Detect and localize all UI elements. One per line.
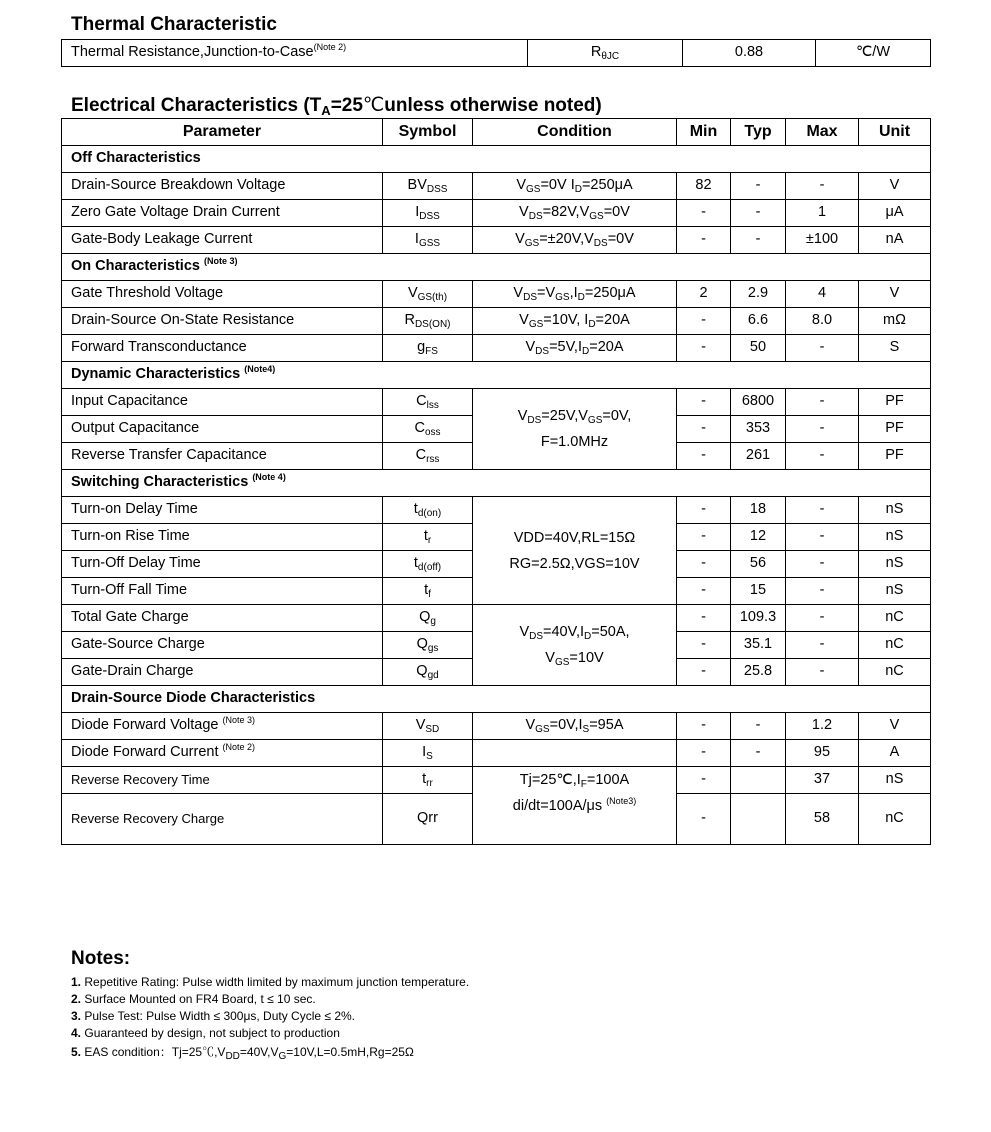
table-row bbox=[62, 740, 931, 767]
max-cell: - bbox=[786, 578, 859, 605]
max-cell: 8.0 bbox=[786, 308, 859, 335]
typ-cell: 25.8 bbox=[731, 659, 786, 686]
thermal-value: 0.88 bbox=[683, 40, 816, 67]
typ-cell: 56 bbox=[731, 551, 786, 578]
min-cell: - bbox=[677, 659, 731, 686]
max-cell: - bbox=[786, 524, 859, 551]
condition-cell: $V_{DS}=V_{GS},I_D=250\mu A$ bbox=[473, 281, 677, 308]
table-row bbox=[62, 227, 931, 254]
symbol-cell: $I_{DSS}$ bbox=[383, 200, 473, 227]
symbol-cell: $C_{rss}$ bbox=[383, 443, 473, 470]
table-row bbox=[62, 40, 931, 67]
table-row bbox=[62, 389, 931, 416]
unit-cell: μA bbox=[859, 200, 931, 227]
param-cell: Turn-on Delay Time bbox=[62, 497, 383, 524]
min-cell: - bbox=[677, 443, 731, 470]
typ-cell: 12 bbox=[731, 524, 786, 551]
param-cell: Reverse Transfer Capacitance bbox=[62, 443, 383, 470]
symbol-cell: $Q_g$ bbox=[383, 605, 473, 632]
unit-cell: nS bbox=[859, 497, 931, 524]
note-item: 2. Surface Mounted on FR4 Board, t ≤ 10 sec. bbox=[71, 992, 316, 1006]
notes-section bbox=[71, 948, 469, 1061]
table-row bbox=[62, 713, 931, 740]
symbol-cell: $I_{GSS}$ bbox=[383, 227, 473, 254]
electrical-table bbox=[61, 118, 931, 845]
symbol-cell: $BV_{DSS}$ bbox=[383, 173, 473, 200]
section-row bbox=[62, 146, 931, 173]
col-header: Symbol bbox=[383, 119, 473, 146]
unit-cell: nS bbox=[859, 524, 931, 551]
max-cell: 1.2 bbox=[786, 713, 859, 740]
min-cell: - bbox=[677, 551, 731, 578]
max-cell: - bbox=[786, 416, 859, 443]
col-header: Typ bbox=[731, 119, 786, 146]
min-cell: - bbox=[677, 578, 731, 605]
section-dynamic: Dynamic Characteristics $^{(Note4)}$ bbox=[62, 362, 931, 389]
table-row bbox=[62, 497, 931, 524]
unit-cell: PF bbox=[859, 389, 931, 416]
col-header: Condition bbox=[473, 119, 677, 146]
condition-cell: $V_{GS}=0V,I_S=95A$ bbox=[473, 713, 677, 740]
thermal-table bbox=[61, 39, 931, 67]
typ-cell: - bbox=[731, 740, 786, 767]
unit-cell: PF bbox=[859, 416, 931, 443]
max-cell: - bbox=[786, 551, 859, 578]
table-row bbox=[62, 173, 931, 200]
condition-cell: $V_{GS}=0V$ $I_D=250\mu A$ bbox=[473, 173, 677, 200]
typ-cell: 6800 bbox=[731, 389, 786, 416]
notes-title: Notes: bbox=[71, 948, 131, 969]
max-cell: - bbox=[786, 443, 859, 470]
param-cell: Output Capacitance bbox=[62, 416, 383, 443]
thermal-heading: Thermal Characteristic bbox=[71, 14, 277, 35]
note-item: 4. Guaranteed by design, not subject to production bbox=[71, 1026, 340, 1040]
min-cell: - bbox=[677, 605, 731, 632]
symbol-cell: $Q_{gs}$ bbox=[383, 632, 473, 659]
param-cell: Total Gate Charge bbox=[62, 605, 383, 632]
min-cell: - bbox=[677, 713, 731, 740]
min-cell: 82 bbox=[677, 173, 731, 200]
param-cell: Reverse Recovery Time bbox=[62, 767, 383, 794]
max-cell: - bbox=[786, 605, 859, 632]
unit-cell: nC bbox=[859, 605, 931, 632]
max-cell: - bbox=[786, 389, 859, 416]
typ-cell: 2.9 bbox=[731, 281, 786, 308]
unit-cell: S bbox=[859, 335, 931, 362]
param-cell: Turn-Off Fall Time bbox=[62, 578, 383, 605]
min-cell: - bbox=[677, 227, 731, 254]
max-cell: - bbox=[786, 335, 859, 362]
unit-cell: nS bbox=[859, 578, 931, 605]
col-header: Max bbox=[786, 119, 859, 146]
typ-cell: 261 bbox=[731, 443, 786, 470]
table-row bbox=[62, 308, 931, 335]
unit-cell: V bbox=[859, 281, 931, 308]
table-row bbox=[62, 605, 931, 632]
unit-cell: A bbox=[859, 740, 931, 767]
symbol-cell: $Q_{gd}$ bbox=[383, 659, 473, 686]
min-cell: - bbox=[677, 416, 731, 443]
symbol-cell: $V_{SD}$ bbox=[383, 713, 473, 740]
condition-cell: $V_{DS}=5V,I_D=20A$ bbox=[473, 335, 677, 362]
max-cell: - bbox=[786, 632, 859, 659]
param-cell: Gate Threshold Voltage bbox=[62, 281, 383, 308]
max-cell: ±100 bbox=[786, 227, 859, 254]
param-cell: Zero Gate Voltage Drain Current bbox=[62, 200, 383, 227]
min-cell: - bbox=[677, 767, 731, 794]
thermal-param: Thermal Resistance,Junction-to-Case$^{(Note 2)}$ bbox=[62, 40, 528, 67]
typ-cell: 50 bbox=[731, 335, 786, 362]
min-cell: - bbox=[677, 308, 731, 335]
condition-cell bbox=[473, 740, 677, 767]
max-cell: - bbox=[786, 659, 859, 686]
param-cell: Forward Transconductance bbox=[62, 335, 383, 362]
max-cell: 58 bbox=[786, 794, 859, 845]
condition-cell: $V_{GS}=10V$, $I_D=20A$ bbox=[473, 308, 677, 335]
min-cell: - bbox=[677, 632, 731, 659]
unit-cell: V bbox=[859, 713, 931, 740]
typ-cell bbox=[731, 794, 786, 845]
table-row bbox=[62, 335, 931, 362]
typ-cell: 6.6 bbox=[731, 308, 786, 335]
symbol-cell: $t_r$ bbox=[383, 524, 473, 551]
table-row bbox=[62, 200, 931, 227]
min-cell: - bbox=[677, 497, 731, 524]
min-cell: - bbox=[677, 200, 731, 227]
table-row bbox=[62, 281, 931, 308]
note-item: 5. EAS condition：$Tj=25℃,V_{DD}=40V,V_G=10V,L=0.5mH,Rg=25\Omega$ bbox=[71, 1045, 414, 1062]
max-cell: - bbox=[786, 173, 859, 200]
unit-cell: PF bbox=[859, 443, 931, 470]
max-cell: 1 bbox=[786, 200, 859, 227]
typ-cell: 35.1 bbox=[731, 632, 786, 659]
section-on: On Characteristics $^{(Note 3)}$ bbox=[62, 254, 931, 281]
condition-cell-switching: VDD=40V,RL=15Ω RG=2.5Ω,VGS=10V bbox=[473, 497, 677, 605]
table-row bbox=[62, 767, 931, 794]
param-cell: Reverse Recovery Charge bbox=[62, 794, 383, 845]
unit-cell: nS bbox=[859, 551, 931, 578]
symbol-cell: $C_{lss}$ bbox=[383, 389, 473, 416]
param-cell: Gate-Body Leakage Current bbox=[62, 227, 383, 254]
unit-cell: nA bbox=[859, 227, 931, 254]
unit-cell: V bbox=[859, 173, 931, 200]
typ-cell: 353 bbox=[731, 416, 786, 443]
unit-cell: nC bbox=[859, 794, 931, 845]
symbol-cell: $t_{d(on)}$ bbox=[383, 497, 473, 524]
param-cell: Input Capacitance bbox=[62, 389, 383, 416]
symbol-cell: $t_{d(off)}$ bbox=[383, 551, 473, 578]
symbol-cell: $t_{rr}$ bbox=[383, 767, 473, 794]
typ-cell: 18 bbox=[731, 497, 786, 524]
param-cell: Turn-Off Delay Time bbox=[62, 551, 383, 578]
symbol-cell: $C_{oss}$ bbox=[383, 416, 473, 443]
symbol-cell: $V_{GS(th)}$ bbox=[383, 281, 473, 308]
typ-cell: - bbox=[731, 227, 786, 254]
note-item: 3. Pulse Test: Pulse Width ≤ 300μs, Duty Cycle ≤ 2%. bbox=[71, 1009, 355, 1023]
typ-cell: 109.3 bbox=[731, 605, 786, 632]
max-cell: 4 bbox=[786, 281, 859, 308]
section-row bbox=[62, 686, 931, 713]
condition-cell: $V_{DS}=82V,V_{GS}=0V$ bbox=[473, 200, 677, 227]
col-header: Min bbox=[677, 119, 731, 146]
section-off: Off Characteristics bbox=[62, 146, 931, 173]
min-cell: - bbox=[677, 740, 731, 767]
min-cell: - bbox=[677, 335, 731, 362]
typ-cell: - bbox=[731, 713, 786, 740]
unit-cell: nC bbox=[859, 659, 931, 686]
unit-cell: mΩ bbox=[859, 308, 931, 335]
max-cell: - bbox=[786, 497, 859, 524]
condition-cell: $V_{GS}=\pm 20V,V_{DS}=0V$ bbox=[473, 227, 677, 254]
param-cell: Diode Forward Current $^{(Note 2)}$ bbox=[62, 740, 383, 767]
symbol-cell: $t_f$ bbox=[383, 578, 473, 605]
min-cell: - bbox=[677, 524, 731, 551]
unit-cell: nC bbox=[859, 632, 931, 659]
min-cell: 2 bbox=[677, 281, 731, 308]
condition-cell-charge: $V_{DS}=40V,I_D=50A$, $V_{GS}=10V$ bbox=[473, 605, 677, 686]
param-cell: Drain-Source On-State Resistance bbox=[62, 308, 383, 335]
min-cell: - bbox=[677, 389, 731, 416]
section-row bbox=[62, 470, 931, 497]
max-cell: 95 bbox=[786, 740, 859, 767]
col-header: Unit bbox=[859, 119, 931, 146]
electrical-heading: Electrical Characteristics ($T_A=25℃unless$ otherwise noted) bbox=[71, 95, 602, 118]
thermal-symbol: $R_{\theta JC}$ bbox=[528, 40, 683, 67]
param-cell: Diode Forward Voltage $^{(Note 3)}$ bbox=[62, 713, 383, 740]
param-cell: Gate-Drain Charge bbox=[62, 659, 383, 686]
param-cell: Drain-Source Breakdown Voltage bbox=[62, 173, 383, 200]
min-cell: - bbox=[677, 794, 731, 845]
typ-cell: - bbox=[731, 173, 786, 200]
param-cell: Gate-Source Charge bbox=[62, 632, 383, 659]
typ-cell bbox=[731, 767, 786, 794]
condition-cell-dynamic: $V_{DS}=25V,V_{GS}=0V$, F=1.0MHz bbox=[473, 389, 677, 470]
unit-cell: nS bbox=[859, 767, 931, 794]
symbol-cell: $g_{FS}$ bbox=[383, 335, 473, 362]
symbol-cell: Qrr bbox=[383, 794, 473, 845]
section-row bbox=[62, 254, 931, 281]
col-header: Parameter bbox=[62, 119, 383, 146]
section-diode: Drain-Source Diode Characteristics bbox=[62, 686, 931, 713]
thermal-unit: ℃/W bbox=[816, 40, 931, 67]
typ-cell: 15 bbox=[731, 578, 786, 605]
max-cell: 37 bbox=[786, 767, 859, 794]
section-switching: Switching Characteristics $^{(Note 4)}$ bbox=[62, 470, 931, 497]
param-cell: Turn-on Rise Time bbox=[62, 524, 383, 551]
symbol-cell: $I_S$ bbox=[383, 740, 473, 767]
section-row bbox=[62, 362, 931, 389]
symbol-cell: $R_{DS(ON)}$ bbox=[383, 308, 473, 335]
typ-cell: - bbox=[731, 200, 786, 227]
table-header-row bbox=[62, 119, 931, 146]
note-item: 1. Repetitive Rating: Pulse width limited by maximum junction temperature. bbox=[71, 975, 470, 989]
condition-cell-recovery: $Tj=25℃,I_F=100A$ di/dt=100A/μs $^{(Note3)}$ bbox=[473, 767, 677, 845]
